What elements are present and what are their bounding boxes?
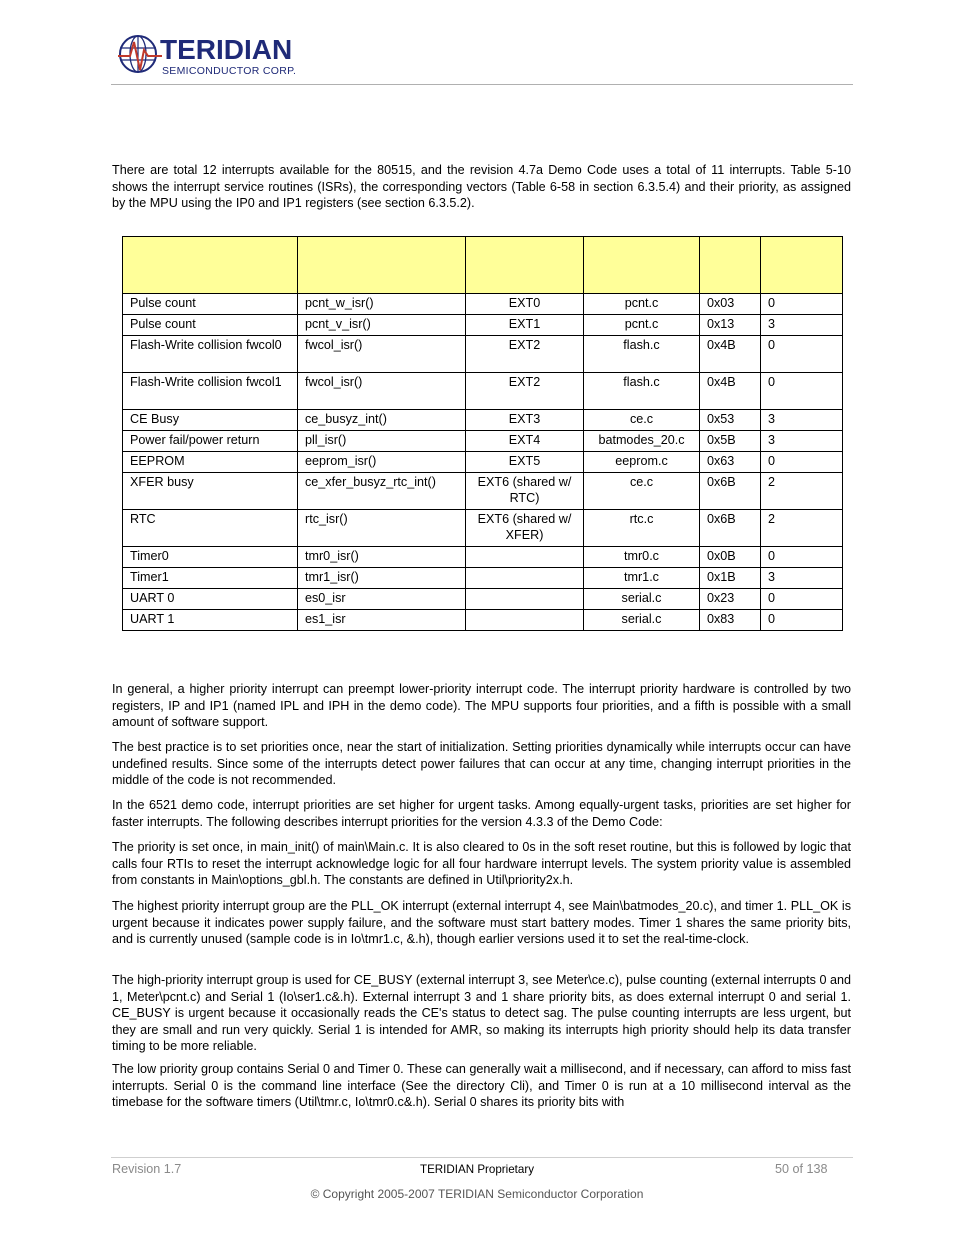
cell-file: serial.c xyxy=(584,610,700,631)
cell-source: EXT2 xyxy=(466,373,584,410)
cell-file: pcnt.c xyxy=(584,294,700,315)
cell-vector: 0x13 xyxy=(700,315,761,336)
paragraph-best-practice: The best practice is to set priorities once, near the start of initialization. Setting priorities dynamically while interrupts occur can have undefined results. Since some of the interrupts detect power failures that can occur at any time, changing interrupt priorities in the middle of the code is not recommended. xyxy=(112,740,851,788)
cell-event: Pulse count xyxy=(123,315,298,336)
cell-file: rtc.c xyxy=(584,510,700,547)
cell-priority: 3 xyxy=(761,315,843,336)
footer-page-number: 50 of 138 xyxy=(775,1162,828,1176)
cell-routine: ce_busyz_int() xyxy=(298,410,466,431)
cell-routine: fwcol_isr() xyxy=(298,336,466,373)
cell-vector: 0x6B xyxy=(700,473,761,510)
cell-priority: 0 xyxy=(761,373,843,410)
cell-file: tmr0.c xyxy=(584,547,700,568)
cell-event: Timer1 xyxy=(123,568,298,589)
cell-vector: 0x5B xyxy=(700,431,761,452)
intro-paragraph: There are total 12 interrupts available for the 80515, and the revision 4.7a Demo Code uses a total of 11 interrupts. Table 5-10 shows the interrupt service routines (ISRs), the corresponding vectors (Table 6-58 in section 6.3.5.4) and their priority, as assigned by the MPU using the IP0 and IP1 registers (see section 6.3.5.2). xyxy=(112,163,851,211)
table-row xyxy=(123,547,843,568)
cell-routine: pcnt_v_isr() xyxy=(298,315,466,336)
cell-event: Timer0 xyxy=(123,547,298,568)
cell-file: batmodes_20.c xyxy=(584,431,700,452)
cell-vector: 0x83 xyxy=(700,610,761,631)
table-header-row xyxy=(123,237,843,294)
paragraph-high-group: The high-priority interrupt group is used for CE_BUSY (external interrupt 3, see Meter\ce.c), pulse counting (external interrupts 0 and 1, Meter\pcnt.c) and Serial 1 (Io\ser1.c&.h). External interrupt 3 and 1 share priority bits, as does external interrupt 0 and serial 1. CE_BUSY is urgent because it occasionally reads the CE's status to detect sag. The pulse counting interrupts are less urgent, but they are small and run very quickly. Serial 1 is intended for AMR, so making its interrupts high priority should help its data transfer timing to be more reliable. xyxy=(112,973,851,1054)
cell-source: EXT0 xyxy=(466,294,584,315)
footer-revision: Revision 1.7 xyxy=(112,1162,182,1176)
cell-priority: 0 xyxy=(761,294,843,315)
cell-priority: 2 xyxy=(761,510,843,547)
brand-name: TERIDIAN xyxy=(160,34,293,65)
table-row xyxy=(123,452,843,473)
header-cell xyxy=(466,237,584,294)
cell-source: EXT6 (shared w/ RTC) xyxy=(466,473,584,510)
cell-routine: pll_isr() xyxy=(298,431,466,452)
cell-vector: 0x53 xyxy=(700,410,761,431)
cell-file: ce.c xyxy=(584,410,700,431)
isr-table xyxy=(122,236,843,631)
cell-source: EXT4 xyxy=(466,431,584,452)
paragraph-highest-group: The highest priority interrupt group are the PLL_OK interrupt (external interrupt 4, see Main\batmodes_20.c), and timer 1. PLL_OK is urgent because it indicates power supply failure, and the software must start battery modes. Timer 1 shares the same priority bits, and is currently unused (sample code is in Io\tmr1.c, &.h), though earlier versions used it to set the real-time-clock. xyxy=(112,899,851,947)
cell-priority: 3 xyxy=(761,431,843,452)
footer-copyright: © Copyright 2005-2007 TERIDIAN Semiconductor Corporation xyxy=(310,1187,644,1201)
header-cell xyxy=(298,237,466,294)
table-row xyxy=(123,510,843,547)
logo-globe-icon xyxy=(116,32,320,80)
cell-priority: 3 xyxy=(761,568,843,589)
cell-priority: 0 xyxy=(761,589,843,610)
cell-file: flash.c xyxy=(584,336,700,373)
table-row xyxy=(123,336,843,373)
cell-vector: 0x63 xyxy=(700,452,761,473)
cell-file: tmr1.c xyxy=(584,568,700,589)
cell-routine: es1_isr xyxy=(298,610,466,631)
cell-file: eeprom.c xyxy=(584,452,700,473)
table-row xyxy=(123,294,843,315)
cell-source xyxy=(466,547,584,568)
cell-source xyxy=(466,568,584,589)
cell-source: EXT5 xyxy=(466,452,584,473)
cell-event: Power fail/power return xyxy=(123,431,298,452)
cell-source: EXT2 xyxy=(466,336,584,373)
cell-event: UART 1 xyxy=(123,610,298,631)
cell-file: flash.c xyxy=(584,373,700,410)
paragraph-priority-set: The priority is set once, in main_init() of main\Main.c. It is also cleared to 0s in the soft reset routine, but this is followed by logic that calls four RTIs to reset the interrupt acknowledge logic for all four hardware interrupt levels. The system priority value is assembled from constants in Main\options_gbl.h. The constants are defined in Util\priority2x.h. xyxy=(112,840,851,888)
cell-vector: 0x6B xyxy=(700,510,761,547)
cell-priority: 0 xyxy=(761,336,843,373)
table-row xyxy=(123,431,843,452)
paragraph-low-group: The low priority group contains Serial 0 and Timer 0. These can generally wait a millisecond, and if necessary, can afford to miss fast interrupts. Serial 0 is the command line interface (See the directory Cli), and Timer 0 is run at a 10 millisecond interval as the timebase for the software timers (Util\tmr.c, Io\tmr0.c&.h). Serial 0 shares its priority bits with xyxy=(112,1062,851,1110)
cell-routine: ce_xfer_busyz_rtc_int() xyxy=(298,473,466,510)
cell-source: EXT1 xyxy=(466,315,584,336)
brand-tagline: SEMICONDUCTOR CORP. xyxy=(162,65,297,77)
cell-event: EEPROM xyxy=(123,452,298,473)
table-row xyxy=(123,315,843,336)
table-row xyxy=(123,610,843,631)
cell-event: Pulse count xyxy=(123,294,298,315)
cell-routine: fwcol_isr() xyxy=(298,373,466,410)
cell-priority: 3 xyxy=(761,410,843,431)
cell-priority: 0 xyxy=(761,547,843,568)
footer-divider xyxy=(111,1157,853,1158)
cell-vector: 0x4B xyxy=(700,336,761,373)
cell-source xyxy=(466,589,584,610)
header-cell xyxy=(761,237,843,294)
cell-priority: 0 xyxy=(761,610,843,631)
table-row xyxy=(123,410,843,431)
cell-event: UART 0 xyxy=(123,589,298,610)
paragraph-demo-code: In the 6521 demo code, interrupt priorities are set higher for urgent tasks. Among equally-urgent tasks, priorities are set higher for faster interrupts. The following describes interrupt priorities for the version 4.3.3 of the Demo Code: xyxy=(112,798,851,829)
footer-proprietary: TERIDIAN Proprietary xyxy=(419,1163,535,1176)
cell-vector: 0x1B xyxy=(700,568,761,589)
header-cell xyxy=(123,237,298,294)
cell-routine: pcnt_w_isr() xyxy=(298,294,466,315)
cell-routine: rtc_isr() xyxy=(298,510,466,547)
cell-vector: 0x0B xyxy=(700,547,761,568)
cell-event: CE Busy xyxy=(123,410,298,431)
cell-vector: 0x23 xyxy=(700,589,761,610)
table-row xyxy=(123,373,843,410)
cell-file: ce.c xyxy=(584,473,700,510)
header-cell xyxy=(700,237,761,294)
cell-event: Flash-Write collision fwcol0 xyxy=(123,336,298,373)
header-divider xyxy=(111,84,853,85)
table-row xyxy=(123,589,843,610)
cell-routine: tmr1_isr() xyxy=(298,568,466,589)
cell-routine: es0_isr xyxy=(298,589,466,610)
table-row xyxy=(123,568,843,589)
cell-vector: 0x03 xyxy=(700,294,761,315)
cell-routine: eeprom_isr() xyxy=(298,452,466,473)
paragraph-preemption: In general, a higher priority interrupt can preempt lower-priority interrupt code. The interrupt priority hardware is controlled by two registers, IP and IP1 (named IPL and IPH in the demo code). The MPU supports four priorities, and a fifth is possible with a small amount of software support. xyxy=(112,682,851,730)
cell-event: XFER busy xyxy=(123,473,298,510)
cell-routine: tmr0_isr() xyxy=(298,547,466,568)
table-row xyxy=(123,473,843,510)
cell-file: serial.c xyxy=(584,589,700,610)
cell-event: RTC xyxy=(123,510,298,547)
cell-source: EXT6 (shared w/ XFER) xyxy=(466,510,584,547)
teridian-logo xyxy=(116,32,320,80)
cell-source xyxy=(466,610,584,631)
header-cell xyxy=(584,237,700,294)
cell-priority: 2 xyxy=(761,473,843,510)
cell-source: EXT3 xyxy=(466,410,584,431)
cell-file: pcnt.c xyxy=(584,315,700,336)
cell-priority: 0 xyxy=(761,452,843,473)
cell-event: Flash-Write collision fwcol1 xyxy=(123,373,298,410)
cell-vector: 0x4B xyxy=(700,373,761,410)
